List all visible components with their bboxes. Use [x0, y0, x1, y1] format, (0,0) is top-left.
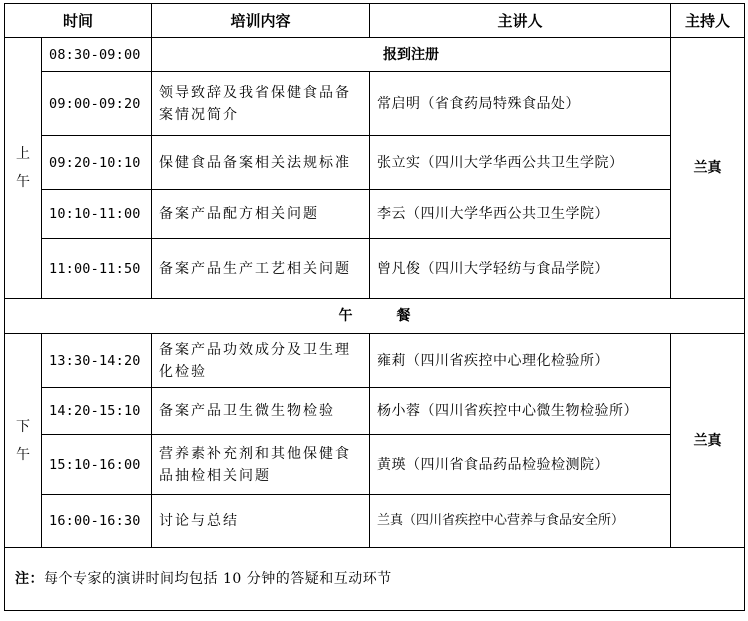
table-row: [5, 38, 745, 72]
content-cell: 营养素补充剂和其他保健食品抽检相关问题: [152, 435, 370, 495]
speaker-cell: 常启明（省食药局特殊食品处）: [370, 72, 671, 136]
time-cell: 13:30-14:20: [42, 334, 152, 388]
lunch-cell: [5, 299, 745, 334]
period-morning-char1: 上: [16, 146, 30, 162]
header-content: 培训内容: [152, 4, 370, 38]
table-row: [5, 136, 745, 190]
speaker-cell: 李云（四川大学华西公共卫生学院）: [370, 190, 671, 239]
header-speaker: 主讲人: [370, 4, 671, 38]
time-cell: 14:20-15:10: [42, 388, 152, 435]
header-time: 时间: [5, 4, 152, 38]
time-cell: 08:30-09:00: [42, 38, 152, 72]
table-row: [5, 334, 745, 388]
period-morning: [5, 38, 42, 299]
speaker-cell: 张立实（四川大学华西公共卫生学院）: [370, 136, 671, 190]
host-morning: 兰真: [671, 38, 745, 299]
period-afternoon-char2: 午: [16, 446, 30, 463]
note-label: 注：: [15, 571, 44, 587]
note-text: 每个专家的演讲时间均包括 10 分钟的答疑和互动环节: [44, 571, 392, 587]
content-cell: 备案产品生产工艺相关问题: [152, 239, 370, 299]
speaker-cell: 黄瑛（四川省食品药品检验检测院）: [370, 435, 671, 495]
content-cell: 备案产品配方相关问题: [152, 190, 370, 239]
schedule-table: [4, 3, 745, 611]
table-row: [5, 435, 745, 495]
host-afternoon: 兰真: [671, 334, 745, 548]
time-cell: 10:10-11:00: [42, 190, 152, 239]
header-host: 主持人: [671, 4, 745, 38]
lunch-char2: 餐: [396, 308, 411, 324]
content-cell: 备案产品卫生微生物检验: [152, 388, 370, 435]
table-row: [5, 388, 745, 435]
registration-cell: 报到注册: [152, 38, 671, 72]
period-afternoon-char1: 下: [16, 418, 30, 435]
table-row: [5, 72, 745, 136]
table-row: [5, 239, 745, 299]
content-cell: 领导致辞及我省保健食品备案情况简介: [152, 72, 370, 136]
content-cell: 保健食品备案相关法规标准: [152, 136, 370, 190]
note-cell: [5, 548, 745, 611]
period-afternoon: [5, 334, 42, 548]
time-cell: 09:00-09:20: [42, 72, 152, 136]
time-cell: 09:20-10:10: [42, 136, 152, 190]
time-cell: 11:00-11:50: [42, 239, 152, 299]
period-morning-char2: 午: [16, 174, 30, 190]
lunch-row: [5, 299, 745, 334]
speaker-cell: 曾凡俊（四川大学轻纺与食品学院）: [370, 239, 671, 299]
speaker-cell: 杨小蓉（四川省疾控中心微生物检验所）: [370, 388, 671, 435]
content-cell: 讨论与总结: [152, 495, 370, 548]
header-row: [5, 4, 745, 38]
time-cell: 16:00-16:30: [42, 495, 152, 548]
speaker-cell: 兰真（四川省疾控中心营养与食品安全所）: [370, 495, 671, 548]
note-row: [5, 548, 745, 611]
time-cell: 15:10-16:00: [42, 435, 152, 495]
content-cell: 备案产品功效成分及卫生理化检验: [152, 334, 370, 388]
table-row: [5, 495, 745, 548]
table-row: [5, 190, 745, 239]
lunch-char1: 午: [338, 308, 353, 324]
speaker-cell: 雍莉（四川省疾控中心理化检验所）: [370, 334, 671, 388]
